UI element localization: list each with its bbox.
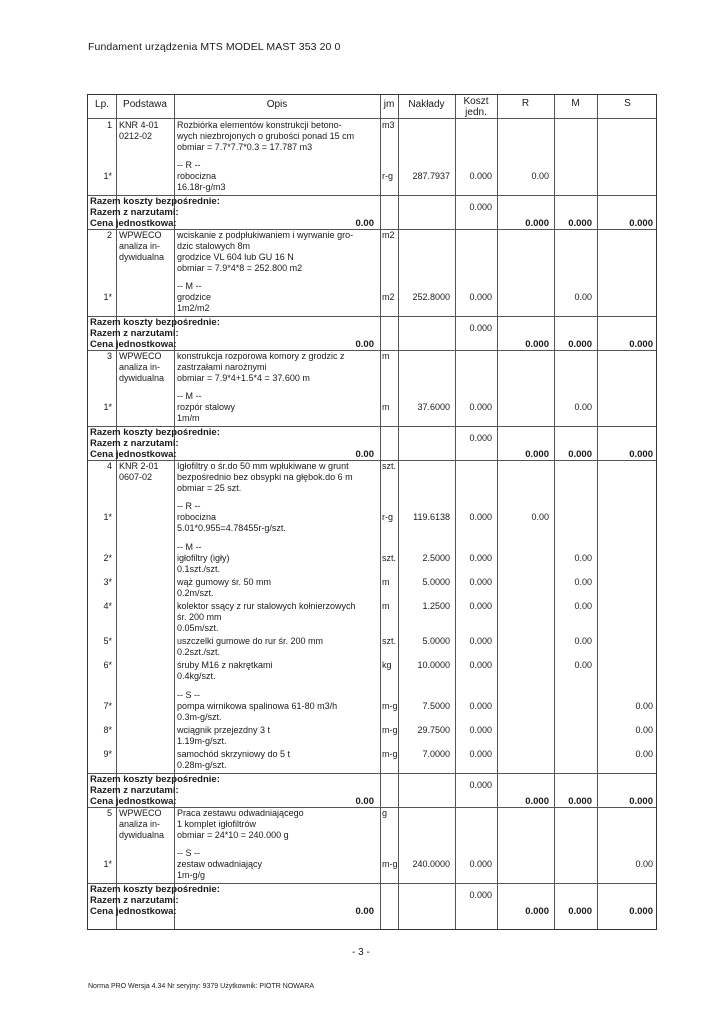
position-unit: m bbox=[382, 351, 390, 361]
resource-unit: m-g bbox=[382, 701, 398, 711]
total-overhead-value: 0.000 bbox=[469, 202, 492, 212]
col-koszt: Koszt bbox=[463, 96, 489, 107]
total-direct-label: Razem koszty bezpośrednie: bbox=[90, 427, 220, 438]
unit-price-m: 0.000 bbox=[568, 449, 592, 460]
resource-quantity: 252.8000 bbox=[412, 292, 450, 302]
resource-description: grodzice bbox=[177, 292, 212, 302]
position-unit: szt. bbox=[382, 461, 397, 471]
position-description: Igłofiltry o śr.do 50 mm wpłukiwane w grunt bbox=[177, 461, 349, 471]
unit-price-label: Cena jednostkowa: bbox=[90, 449, 177, 460]
resource-quantity: 37.6000 bbox=[417, 402, 450, 412]
resource-number: 1* bbox=[103, 859, 112, 869]
resource-unit-cost: 0.000 bbox=[469, 553, 492, 563]
resource-description: 1.19m-g/szt. bbox=[177, 736, 227, 746]
unit-price-s: 0.000 bbox=[629, 339, 653, 350]
resource-group-label: -- R -- bbox=[177, 501, 201, 511]
col-naklady: Nakłady bbox=[408, 99, 445, 110]
position-description: bezpośrednio bez obsypki na głębok.do 6 m bbox=[177, 472, 353, 482]
position-description: wych niezbrojonych o grubości ponad 15 cm bbox=[177, 131, 355, 141]
resource-s-value: 0.00 bbox=[635, 749, 653, 759]
position-basis: 0607-02 bbox=[119, 472, 153, 482]
position-basis: analiza in- bbox=[119, 362, 161, 372]
resource-quantity: 1.2500 bbox=[422, 601, 450, 611]
resource-unit: szt. bbox=[382, 636, 397, 646]
col-lp: Lp. bbox=[95, 99, 109, 110]
resource-description: 0.28m-g/szt. bbox=[177, 760, 227, 770]
total-direct-label: Razem koszty bezpośrednie: bbox=[90, 317, 220, 328]
resource-unit: m-g bbox=[382, 749, 398, 759]
resource-description: 0.2szt./szt. bbox=[177, 647, 221, 657]
total-overhead-value: 0.000 bbox=[469, 780, 492, 790]
position-description: obmiar = 25 szt. bbox=[177, 483, 242, 493]
resource-r-value: 0.00 bbox=[531, 512, 549, 522]
resource-number: 1* bbox=[103, 292, 112, 302]
resource-description: rozpór stalowy bbox=[177, 402, 236, 412]
position-description: konstrukcja rozporowa komory z grodzic z bbox=[177, 351, 345, 361]
unit-price-m: 0.000 bbox=[568, 796, 592, 807]
total-overhead-value: 0.000 bbox=[469, 433, 492, 443]
position-description: wciskanie z podpłukiwaniem i wyrwanie gro- bbox=[177, 230, 354, 240]
resource-description: igłofiltry (igły) bbox=[177, 553, 230, 563]
position-description: obmiar = 7.9*4*8 = 252.800 m2 bbox=[177, 263, 303, 273]
total-overhead-label: Razem z narzutami: bbox=[90, 785, 179, 796]
resource-unit-cost: 0.000 bbox=[469, 171, 492, 181]
resource-r-value: 0.00 bbox=[531, 171, 549, 181]
col-opis: Opis bbox=[266, 99, 288, 110]
position-description: obmiar = 7.9*4+1.5*4 = 37.600 m bbox=[177, 373, 310, 383]
position-description: obmiar = 24*10 = 240.000 g bbox=[177, 830, 289, 840]
resource-number: 7* bbox=[103, 701, 112, 711]
resource-description: 0.1szt./szt. bbox=[177, 564, 221, 574]
resource-unit: m-g bbox=[382, 725, 398, 735]
resource-description: 1m2/m2 bbox=[177, 303, 210, 313]
position-number: 4 bbox=[106, 461, 112, 471]
resource-description: 0.05m/szt. bbox=[177, 623, 219, 633]
unit-price-label: Cena jednostkowa: bbox=[90, 218, 177, 229]
resource-unit-cost: 0.000 bbox=[469, 512, 492, 522]
resource-unit-cost: 0.000 bbox=[469, 402, 492, 412]
resource-m-value: 0.00 bbox=[574, 601, 592, 611]
resource-unit: r-g bbox=[382, 171, 393, 181]
resource-number: 9* bbox=[103, 749, 112, 759]
position-unit: m3 bbox=[382, 120, 395, 130]
total-overhead-label: Razem z narzutami: bbox=[90, 895, 179, 906]
resource-unit-cost: 0.000 bbox=[469, 701, 492, 711]
resource-description: uszczelki gumowe do rur śr. 200 mm bbox=[177, 636, 324, 646]
unit-price-m: 0.000 bbox=[568, 218, 592, 229]
resource-quantity: 5.0000 bbox=[422, 636, 450, 646]
resource-unit-cost: 0.000 bbox=[469, 292, 492, 302]
unit-price-r: 0.000 bbox=[525, 449, 549, 460]
resource-unit-cost: 0.000 bbox=[469, 725, 492, 735]
resource-description: 1m-g/g bbox=[177, 870, 206, 880]
resource-description: samochód skrzyniowy do 5 t bbox=[177, 749, 291, 759]
col-podstawa: Podstawa bbox=[123, 99, 167, 110]
unit-price-value: 0.00 bbox=[355, 796, 374, 807]
unit-price-r: 0.000 bbox=[525, 339, 549, 350]
resource-description: robocizna bbox=[177, 512, 217, 522]
resource-unit-cost: 0.000 bbox=[469, 749, 492, 759]
resource-m-value: 0.00 bbox=[574, 636, 592, 646]
resource-group-label: -- M -- bbox=[177, 542, 202, 552]
col-jm: jm bbox=[383, 99, 395, 110]
unit-price-r: 0.000 bbox=[525, 218, 549, 229]
position-basis: WPWECO bbox=[119, 808, 162, 818]
page-number: - 3 - bbox=[352, 947, 370, 958]
total-overhead-value: 0.000 bbox=[469, 323, 492, 333]
resource-description: zestaw odwadniający bbox=[177, 859, 263, 869]
col-s: S bbox=[624, 98, 631, 109]
resource-description: 16.18r-g/m3 bbox=[177, 182, 226, 192]
unit-price-m: 0.000 bbox=[568, 339, 592, 350]
resource-number: 3* bbox=[103, 577, 112, 587]
resource-quantity: 287.7937 bbox=[412, 171, 450, 181]
resource-quantity: 7.0000 bbox=[422, 749, 450, 759]
resource-number: 2* bbox=[103, 553, 112, 563]
resource-number: 1* bbox=[103, 171, 112, 181]
resource-unit-cost: 0.000 bbox=[469, 859, 492, 869]
resource-description: wąż gumowy śr. 50 mm bbox=[177, 577, 272, 587]
resource-quantity: 10.0000 bbox=[417, 660, 450, 670]
document-title: Fundament urządzenia MTS MODEL MAST 353 20 0 bbox=[88, 41, 341, 53]
resource-group-label: -- S -- bbox=[177, 848, 200, 858]
total-direct-label: Razem koszty bezpośrednie: bbox=[90, 884, 220, 895]
resource-description: śruby M16 z nakrętkami bbox=[177, 660, 273, 670]
resource-description: 0.2m/szt. bbox=[177, 588, 214, 598]
resource-number: 1* bbox=[103, 512, 112, 522]
resource-quantity: 5.0000 bbox=[422, 577, 450, 587]
unit-price-label: Cena jednostkowa: bbox=[90, 906, 177, 917]
resource-number: 6* bbox=[103, 660, 112, 670]
resource-quantity: 7.5000 bbox=[422, 701, 450, 711]
position-number: 2 bbox=[106, 230, 112, 240]
col-koszt-jedn: jedn. bbox=[465, 107, 487, 118]
resource-description: 0.4kg/szt. bbox=[177, 671, 216, 681]
resource-group-label: -- M -- bbox=[177, 391, 202, 401]
unit-price-value: 0.00 bbox=[355, 339, 374, 350]
position-description: obmiar = 7.7*7.7*0.3 = 17.787 m3 bbox=[177, 142, 313, 152]
resource-number: 4* bbox=[103, 601, 112, 611]
resource-number: 8* bbox=[103, 725, 112, 735]
resource-s-value: 0.00 bbox=[635, 859, 653, 869]
resource-s-value: 0.00 bbox=[635, 701, 653, 711]
resource-unit: szt. bbox=[382, 553, 397, 563]
position-basis: KNR 2-01 bbox=[119, 461, 159, 471]
cost-table bbox=[87, 94, 657, 930]
resource-unit: r-g bbox=[382, 512, 393, 522]
position-basis: WPWECO bbox=[119, 351, 162, 361]
resource-unit: m bbox=[382, 402, 390, 412]
position-unit: m2 bbox=[382, 230, 395, 240]
position-description: zastrzałami narożnymi bbox=[177, 362, 267, 372]
position-basis: analiza in- bbox=[119, 241, 161, 251]
resource-group-label: -- S -- bbox=[177, 690, 200, 700]
unit-price-r: 0.000 bbox=[525, 796, 549, 807]
position-basis: 0212-02 bbox=[119, 131, 153, 141]
total-overhead-value: 0.000 bbox=[469, 890, 492, 900]
position-description: 1 komplet igłofiltrów bbox=[177, 819, 257, 829]
position-description: grodzice VL 604 lub GU 16 N bbox=[177, 252, 294, 262]
resource-number: 1* bbox=[103, 402, 112, 412]
position-basis: dywidualna bbox=[119, 252, 165, 262]
unit-price-label: Cena jednostkowa: bbox=[90, 339, 177, 350]
resource-quantity: 240.0000 bbox=[412, 859, 450, 869]
resource-unit: m2 bbox=[382, 292, 395, 302]
resource-m-value: 0.00 bbox=[574, 660, 592, 670]
unit-price-m: 0.000 bbox=[568, 906, 592, 917]
resource-m-value: 0.00 bbox=[574, 577, 592, 587]
resource-group-label: -- M -- bbox=[177, 281, 202, 291]
total-direct-label: Razem koszty bezpośrednie: bbox=[90, 196, 220, 207]
position-basis: dywidualna bbox=[119, 830, 165, 840]
resource-number: 5* bbox=[103, 636, 112, 646]
position-basis: dywidualna bbox=[119, 373, 165, 383]
total-overhead-label: Razem z narzutami: bbox=[90, 207, 179, 218]
resource-description: robocizna bbox=[177, 171, 217, 181]
total-overhead-label: Razem z narzutami: bbox=[90, 438, 179, 449]
col-m: M bbox=[571, 98, 580, 109]
resource-unit-cost: 0.000 bbox=[469, 601, 492, 611]
unit-price-r: 0.000 bbox=[525, 906, 549, 917]
resource-quantity: 119.6138 bbox=[413, 512, 450, 522]
total-direct-label: Razem koszty bezpośrednie: bbox=[90, 774, 220, 785]
resource-m-value: 0.00 bbox=[574, 292, 592, 302]
position-description: Rozbiórka elementów konstrukcji betono- bbox=[177, 120, 342, 130]
resource-description: wciągnik przejezdny 3 t bbox=[177, 725, 271, 735]
unit-price-s: 0.000 bbox=[629, 449, 653, 460]
resource-unit: m-g bbox=[382, 859, 398, 869]
resource-s-value: 0.00 bbox=[635, 725, 653, 735]
resource-unit-cost: 0.000 bbox=[469, 660, 492, 670]
resource-unit: m bbox=[382, 577, 390, 587]
resource-description: kolektor ssący z rur stalowych kołnierzowych bbox=[177, 601, 356, 611]
position-number: 1 bbox=[106, 120, 112, 130]
resource-m-value: 0.00 bbox=[574, 402, 592, 412]
unit-price-value: 0.00 bbox=[355, 449, 374, 460]
position-basis: KNR 4-01 bbox=[119, 120, 159, 130]
position-number: 5 bbox=[106, 808, 112, 818]
position-number: 3 bbox=[106, 351, 112, 361]
position-basis: analiza in- bbox=[119, 819, 161, 829]
resource-description: 0.3m-g/szt. bbox=[177, 712, 222, 722]
position-description: Praca zestawu odwadniającego bbox=[177, 808, 304, 818]
position-basis: WPWECO bbox=[119, 230, 162, 240]
unit-price-value: 0.00 bbox=[355, 218, 374, 229]
resource-description: 1m/m bbox=[177, 413, 200, 423]
unit-price-s: 0.000 bbox=[629, 218, 653, 229]
resource-description: 5.01*0.955=4.78455r-g/szt. bbox=[177, 523, 286, 533]
total-overhead-label: Razem z narzutami: bbox=[90, 328, 179, 339]
col-r: R bbox=[521, 98, 530, 109]
unit-price-label: Cena jednostkowa: bbox=[90, 796, 177, 807]
resource-unit: m bbox=[382, 601, 390, 611]
resource-description: pompa wirnikowa spalinowa 61-80 m3/h bbox=[177, 701, 338, 711]
resource-quantity: 2.5000 bbox=[422, 553, 450, 563]
unit-price-value: 0.00 bbox=[355, 906, 374, 917]
resource-unit-cost: 0.000 bbox=[469, 636, 492, 646]
unit-price-s: 0.000 bbox=[629, 796, 653, 807]
resource-unit-cost: 0.000 bbox=[469, 577, 492, 587]
resource-unit: kg bbox=[382, 660, 392, 670]
resource-quantity: 29.7500 bbox=[417, 725, 450, 735]
software-footer: Norma PRO Wersja 4.34 Nr seryjny: 9379 Użytkownik: PIOTR NOWARA bbox=[88, 983, 314, 990]
resource-group-label: -- R -- bbox=[177, 160, 201, 170]
resource-description: śr. 200 mm bbox=[177, 612, 222, 622]
position-unit: g bbox=[382, 808, 388, 818]
unit-price-s: 0.000 bbox=[629, 906, 653, 917]
resource-m-value: 0.00 bbox=[574, 553, 592, 563]
position-description: dzic stalowych 8m bbox=[177, 241, 251, 251]
